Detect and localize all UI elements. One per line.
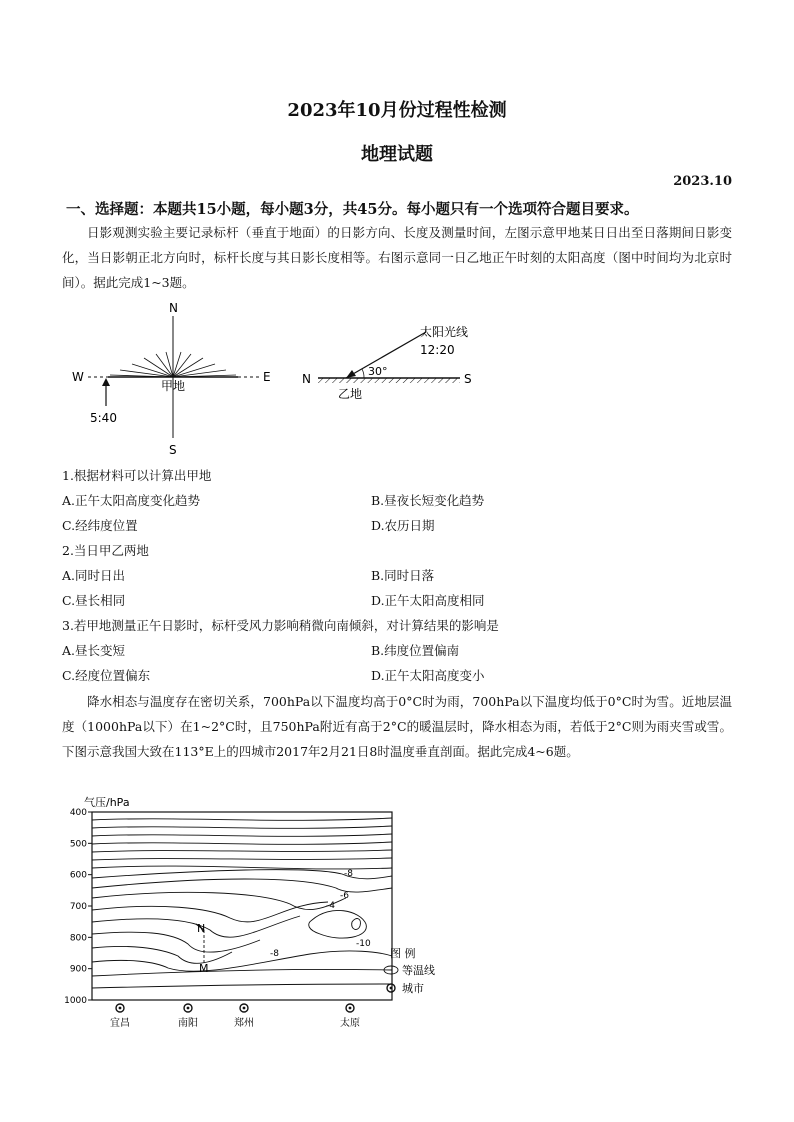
contour-label-1: -8 xyxy=(344,869,353,879)
q3-option-c[interactable]: C.经度位置偏东 xyxy=(62,668,151,683)
exam-date: 2023.10 xyxy=(673,174,732,189)
y-tick-label: 500 xyxy=(69,839,87,850)
q1-option-c[interactable]: C.经纬度位置 xyxy=(62,518,138,533)
figure-shadow-diagram xyxy=(60,298,290,460)
q2-option-d[interactable]: D.正午太阳高度相同 xyxy=(371,593,485,608)
y-tick-label: 800 xyxy=(69,933,87,944)
legend-isotherm: 等温线 xyxy=(402,964,435,977)
plot-frame xyxy=(92,812,392,1000)
y-tick-label: 1000 xyxy=(64,996,87,1006)
point-n: N xyxy=(197,922,206,935)
label-sunlight: 太阳光线 xyxy=(420,325,469,339)
exam-subtitle: 地理试题 xyxy=(361,144,433,165)
q2-option-b[interactable]: B.同时日落 xyxy=(371,568,435,583)
contour-label-5: -8 xyxy=(270,949,279,959)
city-marker-dot xyxy=(243,1007,246,1010)
label-yi: 乙地 xyxy=(338,387,363,401)
q1-stem: 1.根据材料可以计算出甲地 xyxy=(62,468,212,483)
contour-label-3: -4 xyxy=(326,901,335,911)
q1-option-a[interactable]: A.正午太阳高度变化趋势 xyxy=(62,493,201,508)
passage-1: 日影观测实验主要记录标杆（垂直于地面）的日影方向、长度及测量时间，左图示意甲地某日日出至日落期间日影变化，当日影朝正北方向时，标杆长度与其日影长度相等。右图示意同一日乙地正午时刻的太阳高度（图中时间均为北京时间）。据此完成1~3题。 xyxy=(62,225,732,290)
label-jia: 甲地 xyxy=(161,379,186,393)
q1-option-d[interactable]: D.农历日期 xyxy=(371,518,435,533)
label-w: W xyxy=(72,370,84,384)
label-s2: S xyxy=(464,372,472,386)
q2-stem: 2.当日甲乙两地 xyxy=(62,543,149,558)
q3-option-a[interactable]: A.昼长变短 xyxy=(62,643,126,658)
city-label: 南阳 xyxy=(178,1018,198,1029)
contour-label-4: -10 xyxy=(356,939,371,949)
city-label: 太原 xyxy=(340,1018,360,1029)
q2-option-a[interactable]: A.同时日出 xyxy=(62,568,126,583)
city-marker-dot xyxy=(119,1007,122,1010)
shadow-lines xyxy=(110,351,236,377)
y-tick-label: 400 xyxy=(69,808,87,818)
isotherms xyxy=(92,818,392,988)
q3-option-b[interactable]: B.纬度位置偏南 xyxy=(371,643,460,658)
label-n2: N xyxy=(302,372,311,386)
chart-ylabel: 气压/hPa xyxy=(84,796,130,809)
city-marker-dot xyxy=(187,1007,190,1010)
label-n: N xyxy=(169,301,178,315)
legend-title: 图 例 xyxy=(390,947,416,960)
city-label: 宜昌 xyxy=(110,1018,130,1029)
section-heading: 一、选择题：本题共15小题，每小题3分，共45分。每小题只有一个选项符合题目要求。 xyxy=(66,201,639,218)
legend-city: 城市 xyxy=(402,982,424,995)
y-tick-label: 700 xyxy=(69,902,87,912)
figure-solar-altitude xyxy=(298,318,488,404)
q2-option-c[interactable]: C.昼长相同 xyxy=(62,593,126,608)
point-m: M xyxy=(199,962,209,975)
label-sunrise-time: 5:40 xyxy=(90,411,117,425)
label-noon-time: 12:20 xyxy=(420,343,455,357)
city-marker-dot xyxy=(349,1007,352,1010)
q3-option-d[interactable]: D.正午太阳高度变小 xyxy=(371,668,485,683)
city-label: 郑州 xyxy=(234,1018,254,1029)
passage-2: 降水相态与温度存在密切关系，700hPa以下温度均高于0°C时为雨，700hPa以下温度均低于0°C时为雪。近地层温度（1000hPa以下）在1~2°C时，且750hPa附近有高于2°C的暖温层时，降水相态为雨，若低于2°C则为雨夹雪或雪。下图示意我国大致在113°E上的四城市2017年2月21日8时温度垂直剖面。据此完成4~6题。 xyxy=(62,694,732,759)
exam-title: 2023年10月份过程性检测 xyxy=(287,100,507,121)
contour-label-2: -6 xyxy=(340,891,349,901)
q3-stem: 3.若甲地测量正午日影时，标杆受风力影响稍微向南倾斜，对计算结果的影响是 xyxy=(62,618,499,633)
q1-option-b[interactable]: B.昼夜长短变化趋势 xyxy=(371,493,485,508)
label-e: E xyxy=(263,370,271,384)
y-tick-label: 900 xyxy=(69,964,87,975)
label-s: S xyxy=(169,443,177,457)
contour-chart xyxy=(60,792,460,1034)
y-tick-label: 600 xyxy=(69,870,87,881)
label-angle: 30° xyxy=(368,365,388,378)
